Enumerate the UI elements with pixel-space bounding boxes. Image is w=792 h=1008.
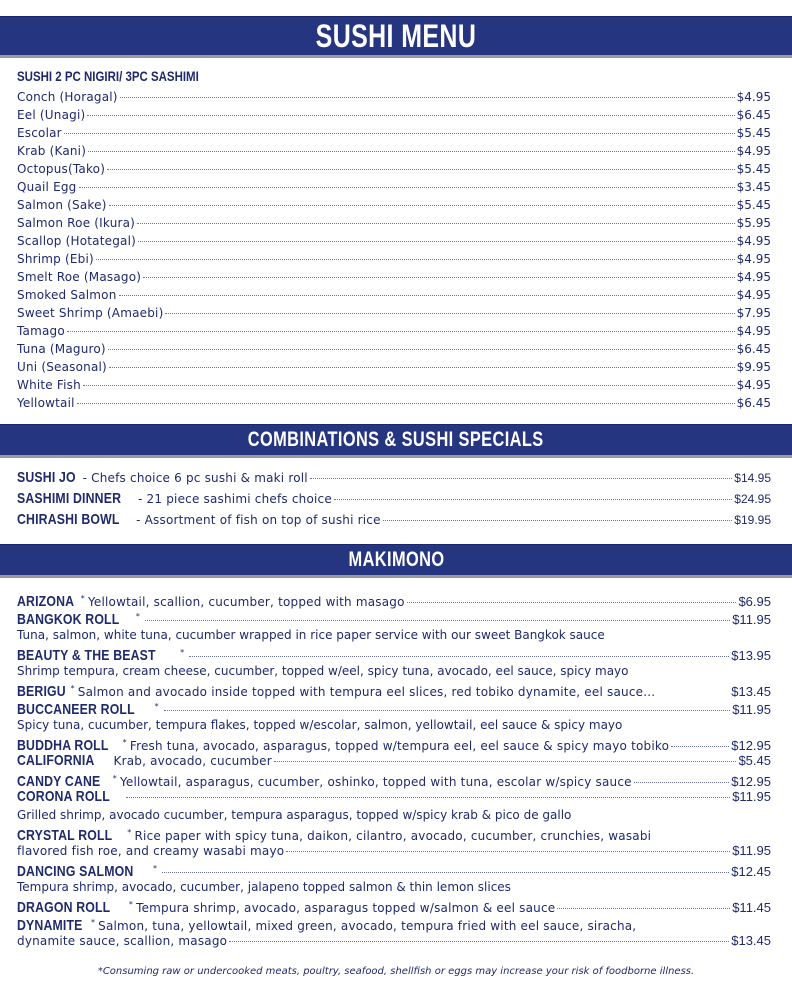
item-name: Conch (Horagal) <box>17 90 118 104</box>
item-name: Salmon Roe (Ikura) <box>17 216 136 230</box>
dot-leader <box>383 511 733 521</box>
item-price: $6.45 <box>736 108 771 122</box>
nigiri-list <box>17 88 771 412</box>
roll-item <box>17 734 771 752</box>
item-desc: Krab, avocado, cucumber <box>113 754 272 768</box>
item-desc: dynamite sauce, scallion, masago <box>17 934 228 948</box>
item-name: Octopus(Tako) <box>17 162 106 176</box>
combinations-title: COMBINATIONS & SUSHI SPECIALS <box>248 428 544 451</box>
roll-item <box>17 680 771 698</box>
raw-warning-star: * <box>127 828 132 837</box>
dot-leader <box>138 232 735 242</box>
dot-leader <box>77 394 735 404</box>
dot-leader <box>120 88 735 98</box>
item-desc: Yellowtail, scallion, cucumber, topped with masago <box>87 595 405 609</box>
item-price: $4.95 <box>736 144 771 158</box>
item-desc: - 21 piece sashimi chefs choice <box>137 492 332 506</box>
dot-leader <box>189 647 729 657</box>
item-desc: Grilled shrimp, avocado cucumber, tempura asparagus, topped w/spicy krab & pico de gallo <box>17 808 572 822</box>
dot-leader <box>671 737 729 747</box>
raw-warning-star: * <box>80 594 85 603</box>
roll-item <box>17 698 771 716</box>
menu-item <box>17 88 771 106</box>
menu-item <box>17 304 771 322</box>
item-name: Quail Egg <box>17 180 77 194</box>
menu-item <box>17 232 771 250</box>
item-price: $13.95 <box>731 648 771 663</box>
item-title: BERIGU <box>17 683 66 700</box>
menu-item <box>17 160 771 178</box>
item-title: CALIFORNIA <box>17 752 95 769</box>
dot-leader <box>126 788 730 798</box>
item-price: $9.95 <box>736 360 771 374</box>
menu-item <box>17 358 771 376</box>
item-name: Shrimp (Ebi) <box>17 252 94 266</box>
item-price: $11.45 <box>732 900 771 915</box>
menu-item <box>17 322 771 340</box>
raw-warning-star: * <box>122 738 127 747</box>
item-name: Scallop (Hotategal) <box>17 234 136 248</box>
roll-item-continued <box>17 842 771 860</box>
dot-leader <box>64 124 735 134</box>
item-desc: - Assortment of fish on top of sushi rice <box>136 513 381 527</box>
dot-leader <box>67 322 735 332</box>
dot-leader <box>137 214 735 224</box>
dot-leader <box>96 250 735 260</box>
item-price: $11.95 <box>732 612 771 627</box>
item-desc: Fresh tuna, avocado, asparagus, topped w/tempura eel, eel sauce & spicy mayo tobiko <box>129 739 670 753</box>
menu-item <box>17 376 771 394</box>
item-name: Eel (Unagi) <box>17 108 86 122</box>
dot-leader <box>407 593 737 603</box>
item-title: DRAGON ROLL <box>17 899 111 916</box>
item-price: $4.95 <box>736 234 771 248</box>
item-name: Salmon (Sake) <box>17 198 107 212</box>
item-desc: Yellowtail, asparagus, cucumber, oshinko, topped with tuna, escolar w/spicy sauce <box>119 775 632 789</box>
dot-leader <box>310 469 732 479</box>
item-price: $4.95 <box>736 90 771 104</box>
item-name: Tuna (Maguro) <box>17 342 106 356</box>
roll-item <box>17 896 771 914</box>
item-desc: - Chefs choice 6 pc sushi & maki roll <box>82 471 308 485</box>
roll-item-continued <box>17 932 771 950</box>
foodborne-illness-disclaimer: *Consuming raw or undercooked meats, poultry, seafood, shellfish or eggs may increase your risk of foodborne illness. <box>97 966 695 977</box>
item-desc: Tempura shrimp, avocado, asparagus topped w/salmon & eel sauce <box>136 901 556 915</box>
menu-title-bar <box>0 16 792 55</box>
item-price: $7.95 <box>736 306 771 320</box>
dot-leader <box>83 376 735 386</box>
item-price: $14.95 <box>734 471 771 485</box>
item-price: $5.45 <box>736 162 771 176</box>
item-name: Uni (Seasonal) <box>17 360 107 374</box>
dot-leader <box>274 752 737 762</box>
raw-warning-star: * <box>180 648 185 657</box>
dot-leader <box>145 611 730 621</box>
raw-warning-star: * <box>128 900 134 909</box>
menu-item <box>17 394 771 412</box>
item-price: $4.95 <box>736 252 771 266</box>
item-price: $11.95 <box>732 702 771 717</box>
item-price: $4.95 <box>736 378 771 392</box>
item-title: ARIZONA <box>17 593 75 610</box>
item-price: $6.45 <box>736 342 771 356</box>
dot-leader <box>229 932 729 942</box>
item-price: $6.95 <box>738 594 771 609</box>
item-price: $12.45 <box>731 864 771 879</box>
item-desc: flavored fish roe, and creamy wasabi mayo <box>17 844 285 858</box>
item-name: Sweet Shrimp (Amaebi) <box>17 306 164 320</box>
item-title: SUSHI JO <box>17 469 76 486</box>
item-title: SASHIMI DINNER <box>17 490 122 507</box>
item-name: Smelt Roe (Masago) <box>17 270 142 284</box>
nigiri-subtitle: SUSHI 2 PC NIGIRI/ 3PC SASHIMI <box>17 68 199 84</box>
item-title: CHIRASHI BOWL <box>17 511 120 528</box>
item-title: DYNAMITE <box>17 917 83 934</box>
menu-item <box>17 142 771 160</box>
combinations-list <box>17 467 771 530</box>
raw-warning-star: * <box>152 864 158 873</box>
item-desc: Spicy tuna, cucumber, tempura flakes, topped w/escolar, salmon, yellowtail, eel sauce & spicy mayo <box>17 718 623 732</box>
item-name: Krab (Kani) <box>17 144 87 158</box>
menu-item <box>17 340 771 358</box>
item-name: White Fish <box>17 378 81 392</box>
dot-leader <box>286 842 730 852</box>
makimono-title: MAKIMONO <box>348 548 444 571</box>
item-title: BEAUTY & THE BEAST <box>17 647 156 664</box>
item-title: BUCCANEER ROLL <box>17 701 135 718</box>
dot-leader <box>109 196 735 206</box>
dot-leader <box>119 286 735 296</box>
item-name: Tamago <box>17 324 65 338</box>
roll-item <box>17 824 771 842</box>
item-price: $24.95 <box>734 492 771 506</box>
item-price: $12.95 <box>731 738 771 753</box>
roll-item <box>17 644 771 662</box>
dot-leader <box>557 899 730 909</box>
item-desc: Tuna, salmon, white tuna, cucumber wrapped in rice paper service with our sweet Bangkok sauce <box>17 628 605 642</box>
item-price: $4.95 <box>736 324 771 338</box>
menu-item <box>17 178 771 196</box>
roll-item <box>17 860 771 878</box>
menu-item <box>17 124 771 142</box>
dot-leader <box>107 160 735 170</box>
combo-item <box>17 488 771 509</box>
item-desc: Rice paper with spicy tuna, daikon, cilantro, avocado, cucumber, crunchies, wasabi <box>134 829 652 843</box>
item-price: $13.45 <box>731 684 771 699</box>
item-price: $13.45 <box>731 933 771 948</box>
item-price: $6.45 <box>736 396 771 410</box>
roll-item <box>17 590 771 608</box>
item-price: $4.95 <box>736 288 771 302</box>
menu-item <box>17 214 771 232</box>
item-price: $5.45 <box>738 753 771 768</box>
makimono-title-bar <box>0 544 792 575</box>
item-name: Smoked Salmon <box>17 288 117 302</box>
dot-leader <box>108 340 735 350</box>
item-desc: Salmon, tuna, yellowtail, mixed green, avocado, tempura fried with eel sauce, siracha, <box>98 919 637 933</box>
menu-item <box>17 196 771 214</box>
item-price: $5.45 <box>736 198 771 212</box>
item-desc: Tempura shrimp, avocado, cucumber, jalapeno topped salmon & thin lemon slices <box>17 880 511 894</box>
combo-item <box>17 467 771 488</box>
item-title: BANGKOK ROLL <box>17 611 120 628</box>
item-desc: Shrimp tempura, cream cheese, cucumber, topped w/eel, spicy tuna, avocado, eel sauce, spicy mayo <box>17 664 629 678</box>
item-title: CANDY CANE <box>17 773 101 790</box>
dot-leader <box>79 178 735 188</box>
roll-item <box>17 914 771 932</box>
combinations-title-bar <box>0 424 792 455</box>
dot-leader <box>109 358 735 368</box>
item-price: $12.95 <box>731 774 771 789</box>
dot-leader <box>634 773 729 783</box>
dot-leader <box>334 490 732 500</box>
item-title: DANCING SALMON <box>17 863 134 880</box>
raw-warning-star: * <box>112 774 117 783</box>
menu-item <box>17 250 771 268</box>
dot-leader <box>165 304 734 314</box>
roll-item <box>17 788 771 806</box>
roll-item <box>17 752 771 770</box>
combo-item <box>17 509 771 530</box>
item-title: CRYSTAL ROLL <box>17 827 113 844</box>
makimono-list <box>17 590 771 950</box>
item-price: $19.95 <box>734 513 771 527</box>
item-price: $11.95 <box>732 843 771 858</box>
item-title: CORONA ROLL <box>17 788 110 805</box>
item-price: $5.95 <box>736 216 771 230</box>
dot-leader <box>143 268 735 278</box>
roll-item <box>17 608 771 626</box>
menu-title: SUSHI MENU <box>315 17 477 54</box>
raw-warning-star: * <box>90 918 96 927</box>
item-price: $3.45 <box>736 180 771 194</box>
item-desc: Salmon and avocado inside topped with tempura eel slices, red tobiko dynamite, eel sauce... <box>77 685 656 699</box>
item-name: Escolar <box>17 126 62 140</box>
item-price: $4.95 <box>736 270 771 284</box>
item-price: $5.45 <box>736 126 771 140</box>
item-title: BUDDHA ROLL <box>17 737 109 754</box>
dot-leader <box>164 701 730 711</box>
dot-leader <box>88 142 735 152</box>
item-name: Yellowtail <box>17 396 75 410</box>
raw-warning-star: * <box>154 702 159 711</box>
menu-item <box>17 286 771 304</box>
raw-warning-star: * <box>135 612 141 621</box>
item-price: $11.95 <box>732 789 771 804</box>
dot-leader <box>87 106 734 116</box>
roll-item <box>17 770 771 788</box>
dot-leader <box>162 863 729 873</box>
menu-item <box>17 268 771 286</box>
raw-warning-star: * <box>70 684 75 693</box>
menu-item <box>17 106 771 124</box>
